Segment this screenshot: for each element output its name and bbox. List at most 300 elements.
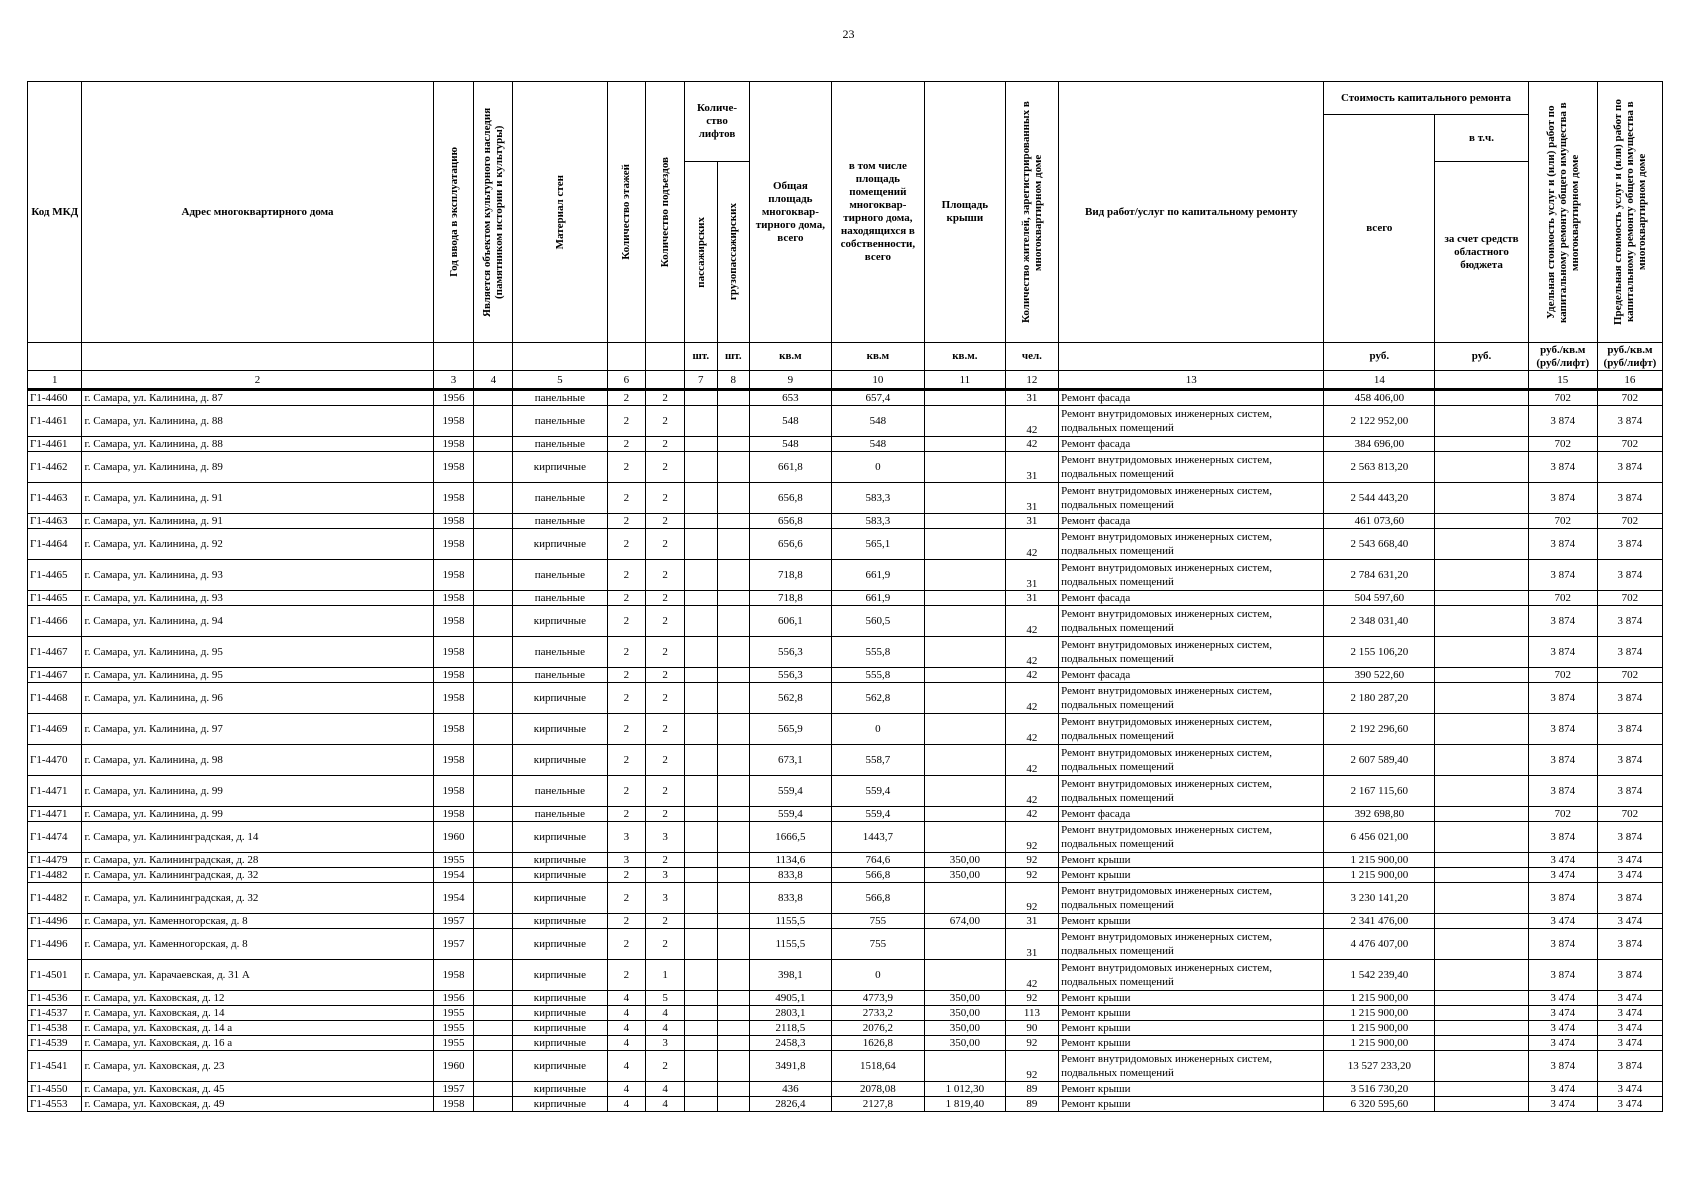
cell-roof-area — [925, 390, 1006, 406]
cell-residents: 42 — [1005, 683, 1058, 714]
cell-work-type: Ремонт крыши — [1059, 1097, 1324, 1112]
cell-entrances: 5 — [646, 991, 685, 1006]
cell-total-area: 4905,1 — [750, 991, 832, 1006]
cell-lifts-cargo — [717, 1006, 749, 1021]
cell-roof-area: 350,00 — [925, 868, 1006, 883]
cell-cost-total: 6 320 595,60 — [1324, 1097, 1435, 1112]
cell-wall: кирпичные — [513, 683, 607, 714]
cell-address: г. Самара, ул. Калинина, д. 97 — [82, 714, 433, 745]
cell-lifts-pass — [685, 883, 717, 914]
cell-lifts-pass — [685, 483, 717, 514]
cell-wall: панельные — [513, 406, 607, 437]
cell-entrances: 3 — [646, 883, 685, 914]
cell-roof-area — [925, 668, 1006, 683]
cell-total-area: 606,1 — [750, 606, 832, 637]
cell-limit-cost: 3 874 — [1597, 637, 1662, 668]
cell-code: Г1-4463 — [28, 483, 82, 514]
cell-unit-cost: 3 874 — [1528, 883, 1597, 914]
cell-cost-regional — [1435, 483, 1528, 514]
cell-total-area: 559,4 — [750, 807, 832, 822]
header-heritage: Является объектом культурного наследия (памятником истории и культуры) — [474, 82, 513, 343]
cell-unit-cost: 3 874 — [1528, 606, 1597, 637]
cell-code: Г1-4465 — [28, 591, 82, 606]
cell-lifts-cargo — [717, 606, 749, 637]
cell-roof-area — [925, 807, 1006, 822]
cell-heritage — [474, 668, 513, 683]
cell-lifts-cargo — [717, 483, 749, 514]
cell-heritage — [474, 822, 513, 853]
cell-lifts-cargo — [717, 929, 749, 960]
cell-entrances: 2 — [646, 914, 685, 929]
cell-wall: кирпичные — [513, 1021, 607, 1036]
header-year: Год ввода в эксплуатацию — [433, 82, 474, 343]
cell-code: Г1-4467 — [28, 668, 82, 683]
header-residents: Количество жителей, зарегистрированных в многоквартирном доме — [1005, 82, 1058, 343]
cell-lifts-pass — [685, 1097, 717, 1112]
cell-lifts-cargo — [717, 637, 749, 668]
cell-address: г. Самара, ул. Калинина, д. 95 — [82, 668, 433, 683]
cell-code: Г1-4496 — [28, 929, 82, 960]
cell-total-area: 565,9 — [750, 714, 832, 745]
cell-heritage — [474, 776, 513, 807]
cell-heritage — [474, 714, 513, 745]
cell-roof-area — [925, 406, 1006, 437]
cell-total-area: 2458,3 — [750, 1036, 832, 1051]
cell-entrances: 2 — [646, 929, 685, 960]
cell-limit-cost: 3 874 — [1597, 822, 1662, 853]
cell-cost-regional — [1435, 668, 1528, 683]
header-unit-cost: Удельная стоимость услуг и (или) работ по капитальному ремонту общего имущества в многоквартирном доме — [1528, 82, 1597, 343]
cell-code: Г1-4462 — [28, 452, 82, 483]
unit-cost-total: руб. — [1324, 343, 1435, 371]
cell-total-area: 653 — [750, 390, 832, 406]
cell-unit-cost: 702 — [1528, 390, 1597, 406]
cell-lifts-pass — [685, 606, 717, 637]
cell-lifts-cargo — [717, 1036, 749, 1051]
cell-entrances: 2 — [646, 483, 685, 514]
cell-cost-total: 4 476 407,00 — [1324, 929, 1435, 960]
cell-total-area: 1134,6 — [750, 853, 832, 868]
cell-floors: 2 — [607, 406, 646, 437]
cell-code: Г1-4470 — [28, 745, 82, 776]
cell-year: 1958 — [433, 452, 474, 483]
header-cost-group: Стоимость капитального ремонта — [1324, 82, 1528, 115]
cell-limit-cost: 3 874 — [1597, 483, 1662, 514]
cell-heritage — [474, 606, 513, 637]
cell-floors: 4 — [607, 1097, 646, 1112]
cell-floors: 2 — [607, 529, 646, 560]
unit-cost-regional: руб. — [1435, 343, 1528, 371]
cell-total-area: 661,8 — [750, 452, 832, 483]
cell-wall: панельные — [513, 668, 607, 683]
cell-total-area: 556,3 — [750, 668, 832, 683]
cell-lifts-cargo — [717, 529, 749, 560]
cell-work-type: Ремонт крыши — [1059, 1021, 1324, 1036]
cell-unit-cost: 3 874 — [1528, 776, 1597, 807]
cell-cost-regional — [1435, 406, 1528, 437]
column-numbers-row — [28, 371, 1663, 390]
cell-owned-area: 559,4 — [831, 776, 924, 807]
column-number: 8 — [717, 371, 749, 390]
cell-residents: 31 — [1005, 929, 1058, 960]
cell-cost-total: 2 607 589,40 — [1324, 745, 1435, 776]
cell-work-type: Ремонт фасада — [1059, 807, 1324, 822]
cell-heritage — [474, 452, 513, 483]
cell-owned-area: 566,8 — [831, 868, 924, 883]
cell-code: Г1-4460 — [28, 390, 82, 406]
cell-code: Г1-4536 — [28, 991, 82, 1006]
cell-year: 1955 — [433, 1006, 474, 1021]
cell-limit-cost: 3 874 — [1597, 560, 1662, 591]
cell-code: Г1-4479 — [28, 853, 82, 868]
cell-year: 1956 — [433, 390, 474, 406]
header-cost-incl: в т.ч. — [1435, 115, 1528, 162]
table-row — [28, 668, 1663, 683]
cell-unit-cost: 3 474 — [1528, 1021, 1597, 1036]
cell-address: г. Самара, ул. Калинина, д. 93 — [82, 560, 433, 591]
cell-cost-regional — [1435, 807, 1528, 822]
table-row — [28, 1021, 1663, 1036]
cell-cost-total: 461 073,60 — [1324, 514, 1435, 529]
cell-floors: 4 — [607, 1006, 646, 1021]
column-number: 6 — [607, 371, 646, 390]
cell-unit-cost: 3 474 — [1528, 1006, 1597, 1021]
cell-work-type: Ремонт внутридомовых инженерных систем, подвальных помещений — [1059, 822, 1324, 853]
cell-cost-regional — [1435, 883, 1528, 914]
cell-cost-total: 2 192 296,60 — [1324, 714, 1435, 745]
cell-limit-cost: 3 874 — [1597, 683, 1662, 714]
cell-year: 1955 — [433, 1036, 474, 1051]
cell-lifts-pass — [685, 591, 717, 606]
table-row — [28, 883, 1663, 914]
cell-cost-total: 2 155 106,20 — [1324, 637, 1435, 668]
cell-wall: панельные — [513, 483, 607, 514]
cell-cost-regional — [1435, 560, 1528, 591]
cell-address: г. Самара, ул. Калинина, д. 93 — [82, 591, 433, 606]
cell-unit-cost: 3 874 — [1528, 406, 1597, 437]
header-cost-total: всего — [1324, 115, 1435, 343]
column-number: 14 — [1324, 371, 1435, 390]
cell-address: г. Самара, ул. Калинина, д. 95 — [82, 637, 433, 668]
cell-floors: 2 — [607, 390, 646, 406]
cell-total-area: 556,3 — [750, 637, 832, 668]
cell-wall: панельные — [513, 637, 607, 668]
cell-roof-area: 350,00 — [925, 991, 1006, 1006]
cell-lifts-pass — [685, 452, 717, 483]
header-work-type: Вид работ/услуг по капитальному ремонту — [1059, 82, 1324, 343]
cell-lifts-pass — [685, 406, 717, 437]
cell-year: 1958 — [433, 637, 474, 668]
cell-owned-area: 2078,08 — [831, 1082, 924, 1097]
page-number: 23 — [842, 27, 855, 41]
cell-residents: 42 — [1005, 606, 1058, 637]
cell-unit-cost: 3 874 — [1528, 483, 1597, 514]
cell-year: 1955 — [433, 1021, 474, 1036]
cell-work-type: Ремонт крыши — [1059, 991, 1324, 1006]
cell-year: 1957 — [433, 1082, 474, 1097]
cell-residents: 42 — [1005, 807, 1058, 822]
cell-roof-area — [925, 776, 1006, 807]
cell-cost-total: 2 544 443,20 — [1324, 483, 1435, 514]
cell-cost-regional — [1435, 822, 1528, 853]
cell-wall: кирпичные — [513, 991, 607, 1006]
unit-lifts-cargo: шт. — [717, 343, 749, 371]
cell-cost-total: 384 696,00 — [1324, 437, 1435, 452]
cell-roof-area: 350,00 — [925, 1006, 1006, 1021]
cell-lifts-cargo — [717, 991, 749, 1006]
cell-roof-area: 350,00 — [925, 1021, 1006, 1036]
cell-heritage — [474, 807, 513, 822]
cell-floors: 2 — [607, 776, 646, 807]
cell-entrances: 4 — [646, 1097, 685, 1112]
cell-floors: 2 — [607, 452, 646, 483]
cell-unit-cost: 3 874 — [1528, 745, 1597, 776]
cell-year: 1958 — [433, 668, 474, 683]
cell-cost-total: 1 215 900,00 — [1324, 853, 1435, 868]
cell-unit-cost: 3 474 — [1528, 1036, 1597, 1051]
cell-lifts-pass — [685, 668, 717, 683]
cell-code: Г1-4471 — [28, 776, 82, 807]
cell-floors: 2 — [607, 714, 646, 745]
cell-address: г. Самара, ул. Калининградская, д. 32 — [82, 883, 433, 914]
cell-work-type: Ремонт внутридомовых инженерных систем, подвальных помещений — [1059, 683, 1324, 714]
cell-year: 1960 — [433, 822, 474, 853]
cell-lifts-pass — [685, 853, 717, 868]
cell-limit-cost: 3 474 — [1597, 1021, 1662, 1036]
cell-cost-total: 1 215 900,00 — [1324, 1036, 1435, 1051]
header-floors: Количество этажей — [607, 82, 646, 343]
cell-year: 1954 — [433, 868, 474, 883]
cell-lifts-pass — [685, 637, 717, 668]
cell-lifts-cargo — [717, 683, 749, 714]
cell-address: г. Самара, ул. Калинина, д. 88 — [82, 406, 433, 437]
unit-total-area: кв.м — [750, 343, 832, 371]
cell-limit-cost: 702 — [1597, 390, 1662, 406]
cell-address: г. Самара, ул. Калинина, д. 88 — [82, 437, 433, 452]
cell-work-type: Ремонт внутридомовых инженерных систем, подвальных помещений — [1059, 606, 1324, 637]
cell-unit-cost: 3 474 — [1528, 1097, 1597, 1112]
cell-code: Г1-4467 — [28, 637, 82, 668]
cell-entrances: 1 — [646, 960, 685, 991]
cell-entrances: 4 — [646, 1006, 685, 1021]
table-row — [28, 591, 1663, 606]
cell-code: Г1-4474 — [28, 822, 82, 853]
cell-entrances: 4 — [646, 1082, 685, 1097]
cell-lifts-cargo — [717, 883, 749, 914]
cell-floors: 2 — [607, 914, 646, 929]
cell-cost-regional — [1435, 1036, 1528, 1051]
cell-cost-regional — [1435, 745, 1528, 776]
cell-work-type: Ремонт внутридомовых инженерных систем, подвальных помещений — [1059, 714, 1324, 745]
cell-limit-cost: 3 874 — [1597, 883, 1662, 914]
cell-entrances: 2 — [646, 853, 685, 868]
cell-year: 1958 — [433, 560, 474, 591]
cell-wall: кирпичные — [513, 914, 607, 929]
cell-lifts-pass — [685, 914, 717, 929]
column-number: 5 — [513, 371, 607, 390]
header-limit-cost: Предельная стоимость услуг и (или) работ по капитальному ремонту общего имущества в многоквартирном доме — [1597, 82, 1662, 343]
header-total-area: Общая площадь многоквар-тирного дома, всего — [750, 82, 832, 343]
cell-year: 1958 — [433, 960, 474, 991]
cell-entrances: 2 — [646, 529, 685, 560]
cell-cost-regional — [1435, 683, 1528, 714]
cell-lifts-cargo — [717, 745, 749, 776]
column-number — [646, 371, 685, 390]
cell-cost-total: 458 406,00 — [1324, 390, 1435, 406]
cell-address: г. Самара, ул. Каховская, д. 14 — [82, 1006, 433, 1021]
cell-lifts-cargo — [717, 807, 749, 822]
unit-unit-cost: руб./кв.м (руб/лифт) — [1528, 343, 1597, 371]
cell-owned-area: 4773,9 — [831, 991, 924, 1006]
cell-entrances: 3 — [646, 822, 685, 853]
cell-cost-regional — [1435, 1021, 1528, 1036]
table-row — [28, 560, 1663, 591]
cell-unit-cost: 3 874 — [1528, 452, 1597, 483]
cell-entrances: 2 — [646, 452, 685, 483]
cell-limit-cost: 3 874 — [1597, 776, 1662, 807]
cell-limit-cost: 3 874 — [1597, 745, 1662, 776]
cell-wall: панельные — [513, 560, 607, 591]
cell-lifts-cargo — [717, 776, 749, 807]
cell-unit-cost: 3 474 — [1528, 853, 1597, 868]
cell-floors: 2 — [607, 868, 646, 883]
table-row — [28, 822, 1663, 853]
cell-unit-cost: 3 474 — [1528, 991, 1597, 1006]
cell-owned-area: 548 — [831, 437, 924, 452]
cell-lifts-cargo — [717, 960, 749, 991]
cell-floors: 2 — [607, 514, 646, 529]
cell-owned-area: 755 — [831, 914, 924, 929]
cell-lifts-pass — [685, 929, 717, 960]
cell-roof-area — [925, 929, 1006, 960]
header-address: Адрес многоквартирного дома — [82, 82, 433, 343]
cell-address: г. Самара, ул. Калинина, д. 91 — [82, 514, 433, 529]
cell-lifts-cargo — [717, 714, 749, 745]
cell-year: 1958 — [433, 406, 474, 437]
cell-owned-area: 0 — [831, 960, 924, 991]
cell-lifts-pass — [685, 1006, 717, 1021]
cell-heritage — [474, 406, 513, 437]
cell-floors: 3 — [607, 822, 646, 853]
cell-work-type: Ремонт внутридомовых инженерных систем, подвальных помещений — [1059, 406, 1324, 437]
cell-year: 1958 — [433, 606, 474, 637]
cell-cost-regional — [1435, 591, 1528, 606]
cell-unit-cost: 3 874 — [1528, 529, 1597, 560]
cell-floors: 2 — [607, 591, 646, 606]
cell-heritage — [474, 529, 513, 560]
cell-code: Г1-4463 — [28, 514, 82, 529]
cell-owned-area: 657,4 — [831, 390, 924, 406]
cell-lifts-cargo — [717, 406, 749, 437]
cell-address: г. Самара, ул. Каховская, д. 12 — [82, 991, 433, 1006]
cell-code: Г1-4464 — [28, 529, 82, 560]
cell-total-area: 1155,5 — [750, 914, 832, 929]
table-row — [28, 807, 1663, 822]
cell-roof-area — [925, 714, 1006, 745]
cell-entrances: 2 — [646, 606, 685, 637]
cell-cost-regional — [1435, 929, 1528, 960]
cell-wall: кирпичные — [513, 960, 607, 991]
cell-floors: 4 — [607, 1036, 646, 1051]
cell-address: г. Самара, ул. Калинина, д. 94 — [82, 606, 433, 637]
cell-unit-cost: 702 — [1528, 668, 1597, 683]
column-number: 12 — [1005, 371, 1058, 390]
table-row — [28, 437, 1663, 452]
cell-year: 1958 — [433, 483, 474, 514]
cell-unit-cost: 3 474 — [1528, 914, 1597, 929]
cell-total-area: 833,8 — [750, 883, 832, 914]
table-row — [28, 529, 1663, 560]
cell-roof-area — [925, 683, 1006, 714]
cell-residents: 42 — [1005, 745, 1058, 776]
cell-roof-area: 1 819,40 — [925, 1097, 1006, 1112]
cell-unit-cost: 3 874 — [1528, 822, 1597, 853]
cell-limit-cost: 702 — [1597, 514, 1662, 529]
cell-entrances: 2 — [646, 714, 685, 745]
cell-code: Г1-4541 — [28, 1051, 82, 1082]
table-row — [28, 390, 1663, 406]
cell-unit-cost: 3 474 — [1528, 1082, 1597, 1097]
cell-lifts-pass — [685, 776, 717, 807]
cell-code: Г1-4471 — [28, 807, 82, 822]
cell-roof-area — [925, 452, 1006, 483]
unit-limit-cost: руб./кв.м (руб/лифт) — [1597, 343, 1662, 371]
cell-owned-area: 558,7 — [831, 745, 924, 776]
cell-residents: 90 — [1005, 1021, 1058, 1036]
cell-year: 1958 — [433, 1097, 474, 1112]
cell-floors: 2 — [607, 929, 646, 960]
cell-heritage — [474, 883, 513, 914]
cell-heritage — [474, 514, 513, 529]
cell-wall: кирпичные — [513, 1097, 607, 1112]
cell-cost-regional — [1435, 529, 1528, 560]
cell-residents: 42 — [1005, 637, 1058, 668]
cell-address: г. Самара, ул. Карачаевская, д. 31 А — [82, 960, 433, 991]
cell-cost-total: 1 215 900,00 — [1324, 991, 1435, 1006]
cell-lifts-cargo — [717, 1021, 749, 1036]
cell-total-area: 656,8 — [750, 514, 832, 529]
cell-wall: панельные — [513, 591, 607, 606]
cell-owned-area: 559,4 — [831, 807, 924, 822]
table-row — [28, 1036, 1663, 1051]
cell-cost-total: 1 215 900,00 — [1324, 1006, 1435, 1021]
cell-residents: 42 — [1005, 776, 1058, 807]
cell-heritage — [474, 1006, 513, 1021]
column-number: 7 — [685, 371, 717, 390]
cell-lifts-pass — [685, 1082, 717, 1097]
cell-cost-total: 2 784 631,20 — [1324, 560, 1435, 591]
cell-limit-cost: 3 874 — [1597, 960, 1662, 991]
cell-cost-total: 2 167 115,60 — [1324, 776, 1435, 807]
column-number: 11 — [925, 371, 1006, 390]
cell-heritage — [474, 960, 513, 991]
cell-unit-cost: 3 874 — [1528, 929, 1597, 960]
cell-address: г. Самара, ул. Каменногорская, д. 8 — [82, 929, 433, 960]
cell-wall: кирпичные — [513, 529, 607, 560]
cell-owned-area: 755 — [831, 929, 924, 960]
cell-wall: кирпичные — [513, 1036, 607, 1051]
cell-heritage — [474, 914, 513, 929]
cell-lifts-cargo — [717, 668, 749, 683]
cell-wall: панельные — [513, 514, 607, 529]
cell-lifts-pass — [685, 822, 717, 853]
table-row — [28, 606, 1663, 637]
cell-heritage — [474, 591, 513, 606]
cell-lifts-pass — [685, 390, 717, 406]
cell-residents: 31 — [1005, 452, 1058, 483]
cell-roof-area — [925, 822, 1006, 853]
cell-residents: 42 — [1005, 960, 1058, 991]
